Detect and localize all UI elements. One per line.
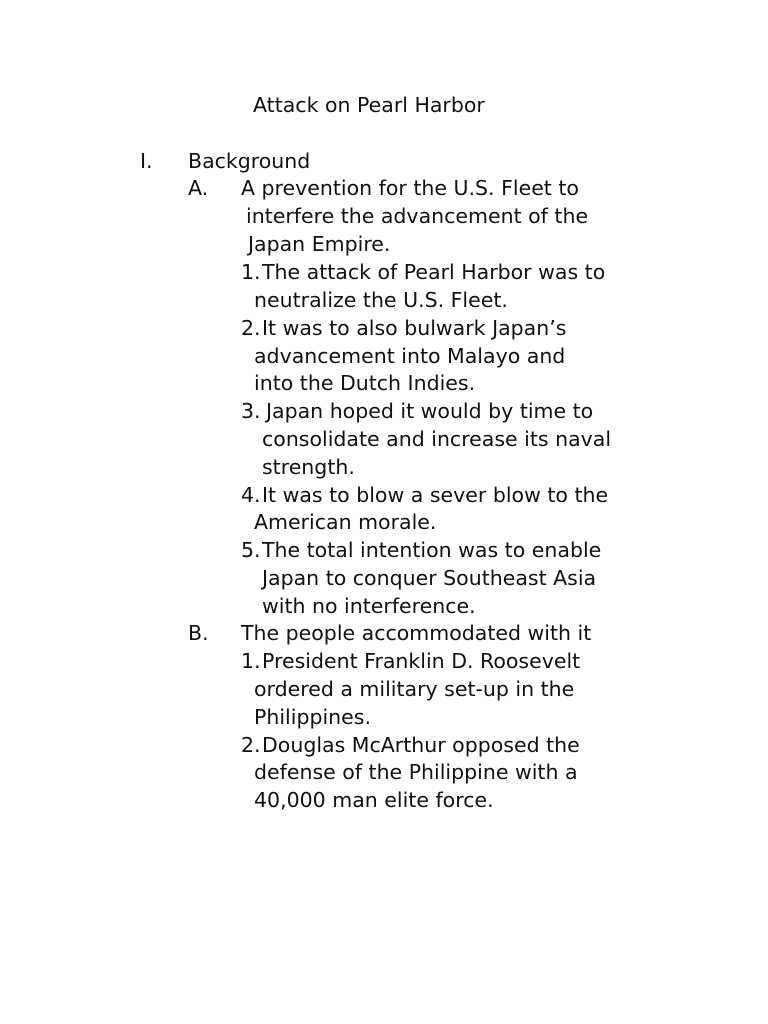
section-i-marker: I. xyxy=(140,149,153,173)
item-a-point-4-line: It was to blow a sever blow to the xyxy=(262,483,609,507)
item-a-point-1-line: neutralize the U.S. Fleet. xyxy=(254,288,508,312)
item-a-marker: A. xyxy=(188,176,209,200)
item-b-point-1-marker: 1. xyxy=(241,649,261,673)
item-a-point-2-line: It was to also bulwark Japan’s xyxy=(262,316,567,340)
item-a-point-3-line: Japan hoped it would by time to xyxy=(266,399,594,423)
item-a-point-5-line: with no interference. xyxy=(262,594,476,618)
item-a-point-3-marker: 3. xyxy=(241,399,261,423)
item-a-point-2-marker: 2. xyxy=(241,316,261,340)
item-b-point-1-line: Philippines. xyxy=(254,705,371,729)
item-b-point-2-line: 40,000 man elite force. xyxy=(254,788,494,812)
item-a-line: A prevention for the U.S. Fleet to xyxy=(241,176,579,200)
item-a-point-3-line: strength. xyxy=(262,455,355,479)
item-b-point-2-line: Douglas McArthur opposed the xyxy=(262,733,580,757)
item-a-line: Japan Empire. xyxy=(248,232,391,256)
item-a-point-5-line: Japan to conquer Southeast Asia xyxy=(262,566,597,590)
item-a-point-5-line: The total intention was to enable xyxy=(262,538,602,562)
item-b-point-2-line: defense of the Philippine with a xyxy=(254,760,578,784)
section-i-heading: Background xyxy=(188,149,311,173)
item-a-point-2-line: into the Dutch Indies. xyxy=(254,371,476,395)
item-a-point-4-marker: 4. xyxy=(241,483,261,507)
item-a-point-1-line: The attack of Pearl Harbor was to xyxy=(262,260,606,284)
document-title: Attack on Pearl Harbor xyxy=(253,93,485,117)
item-a-point-4-line: American morale. xyxy=(254,510,437,534)
item-b-marker: B. xyxy=(188,621,209,645)
item-b-point-1-line: President Franklin D. Roosevelt xyxy=(262,649,581,673)
item-b-point-1-line: ordered a military set-up in the xyxy=(254,677,575,701)
item-a-point-1-marker: 1. xyxy=(241,260,261,284)
item-b-point-2-marker: 2. xyxy=(241,733,261,757)
item-a-point-5-marker: 5. xyxy=(241,538,261,562)
item-a-point-3-line: consolidate and increase its naval xyxy=(262,427,612,451)
item-b-line: The people accommodated with it xyxy=(241,621,592,645)
item-a-line: interfere the advancement of the xyxy=(246,204,589,228)
item-a-point-2-line: advancement into Malayo and xyxy=(254,344,566,368)
